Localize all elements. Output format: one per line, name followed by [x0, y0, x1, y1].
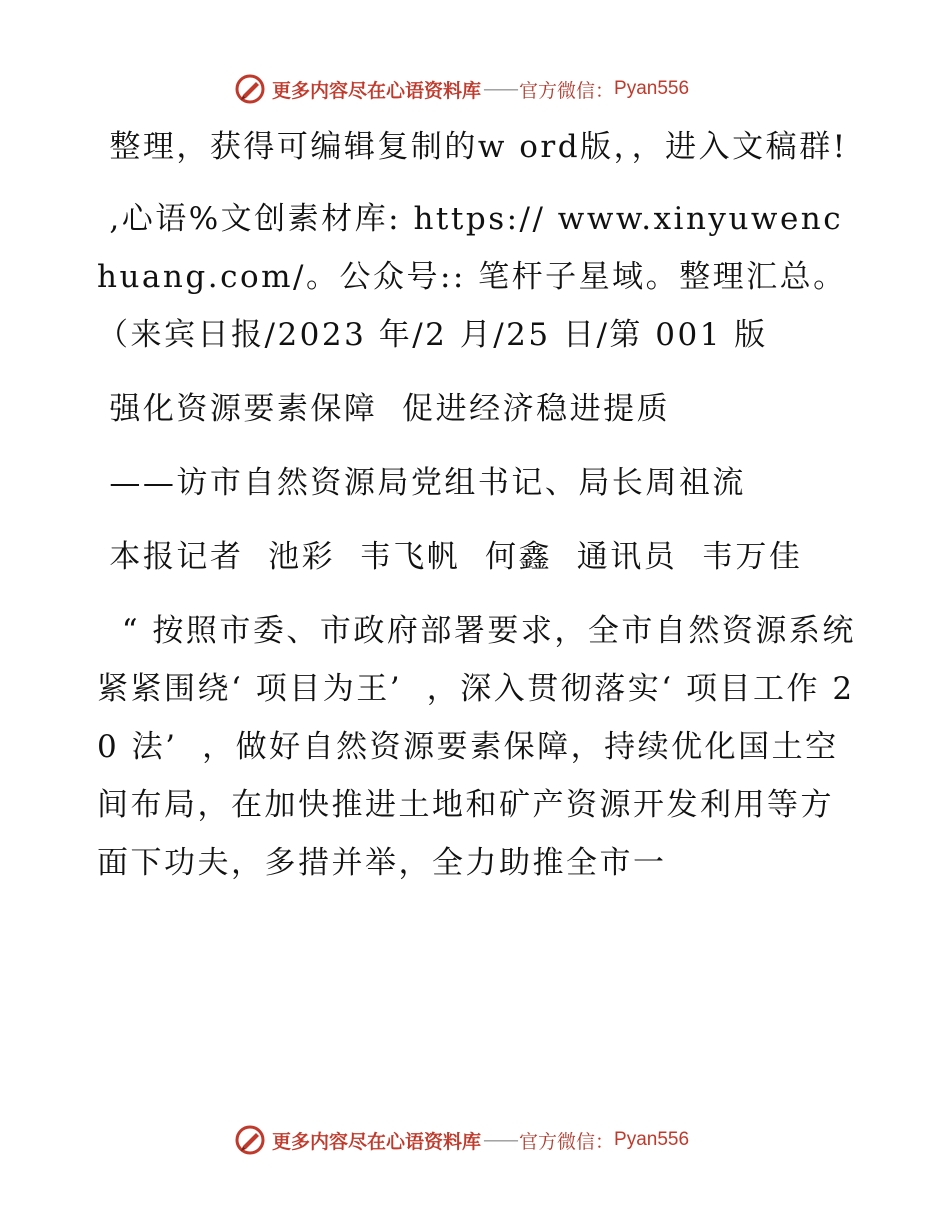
footer-banner [234, 1123, 714, 1157]
source-paragraph: ,心语%文创素材库: https:// www.xinyuwenchuang.com/。公众号:: 笔杆子星域。整理汇总。（来宾日报/2023 年/2 月/25 日/第 001 版 [97, 201, 847, 353]
article-subheadline: ——访市自然资源局党组书记、局长周祖流 [97, 465, 746, 501]
intro-paragraph: 整理，获得可编辑复制的w ord版，，进入文稿群! [97, 129, 848, 165]
article-headline: 强化资源要素保障 促进经济稳进提质 [97, 391, 671, 427]
article-byline: 本报记者 池彩 韦飞帆 何鑫 通讯员 韦万佳 [97, 539, 803, 575]
banner-wechat-label: 官方微信： [519, 1130, 615, 1153]
banner-wechat-id: Pyan556 [614, 1129, 690, 1150]
banner-dash: —— [483, 1129, 518, 1151]
document-body [97, 118, 857, 892]
header-banner [234, 72, 714, 106]
banner-dash: —— [483, 78, 518, 100]
brush-pen-logo-icon [234, 1124, 266, 1156]
article-body-paragraph: “ 按照市委、市政府部署要求，全市自然资源系统紧紧围绕‘ 项目为王’ ，深入贯彻落实‘ 项目工作 20 法’ ，做好自然资源要素保障，持续优化国土空间布局，在加快推进土地和矿产资源开发利用等方面下功夫，多措并举，全力助推全市一 [97, 613, 856, 881]
banner-wechat-id: Pyan556 [614, 78, 690, 99]
banner-main-text: 更多内容尽在心语资料库 [272, 79, 482, 102]
banner-main-text: 更多内容尽在心语资料库 [272, 1130, 482, 1153]
brush-pen-logo-icon [234, 73, 266, 105]
banner-wechat-label: 官方微信： [519, 79, 615, 102]
